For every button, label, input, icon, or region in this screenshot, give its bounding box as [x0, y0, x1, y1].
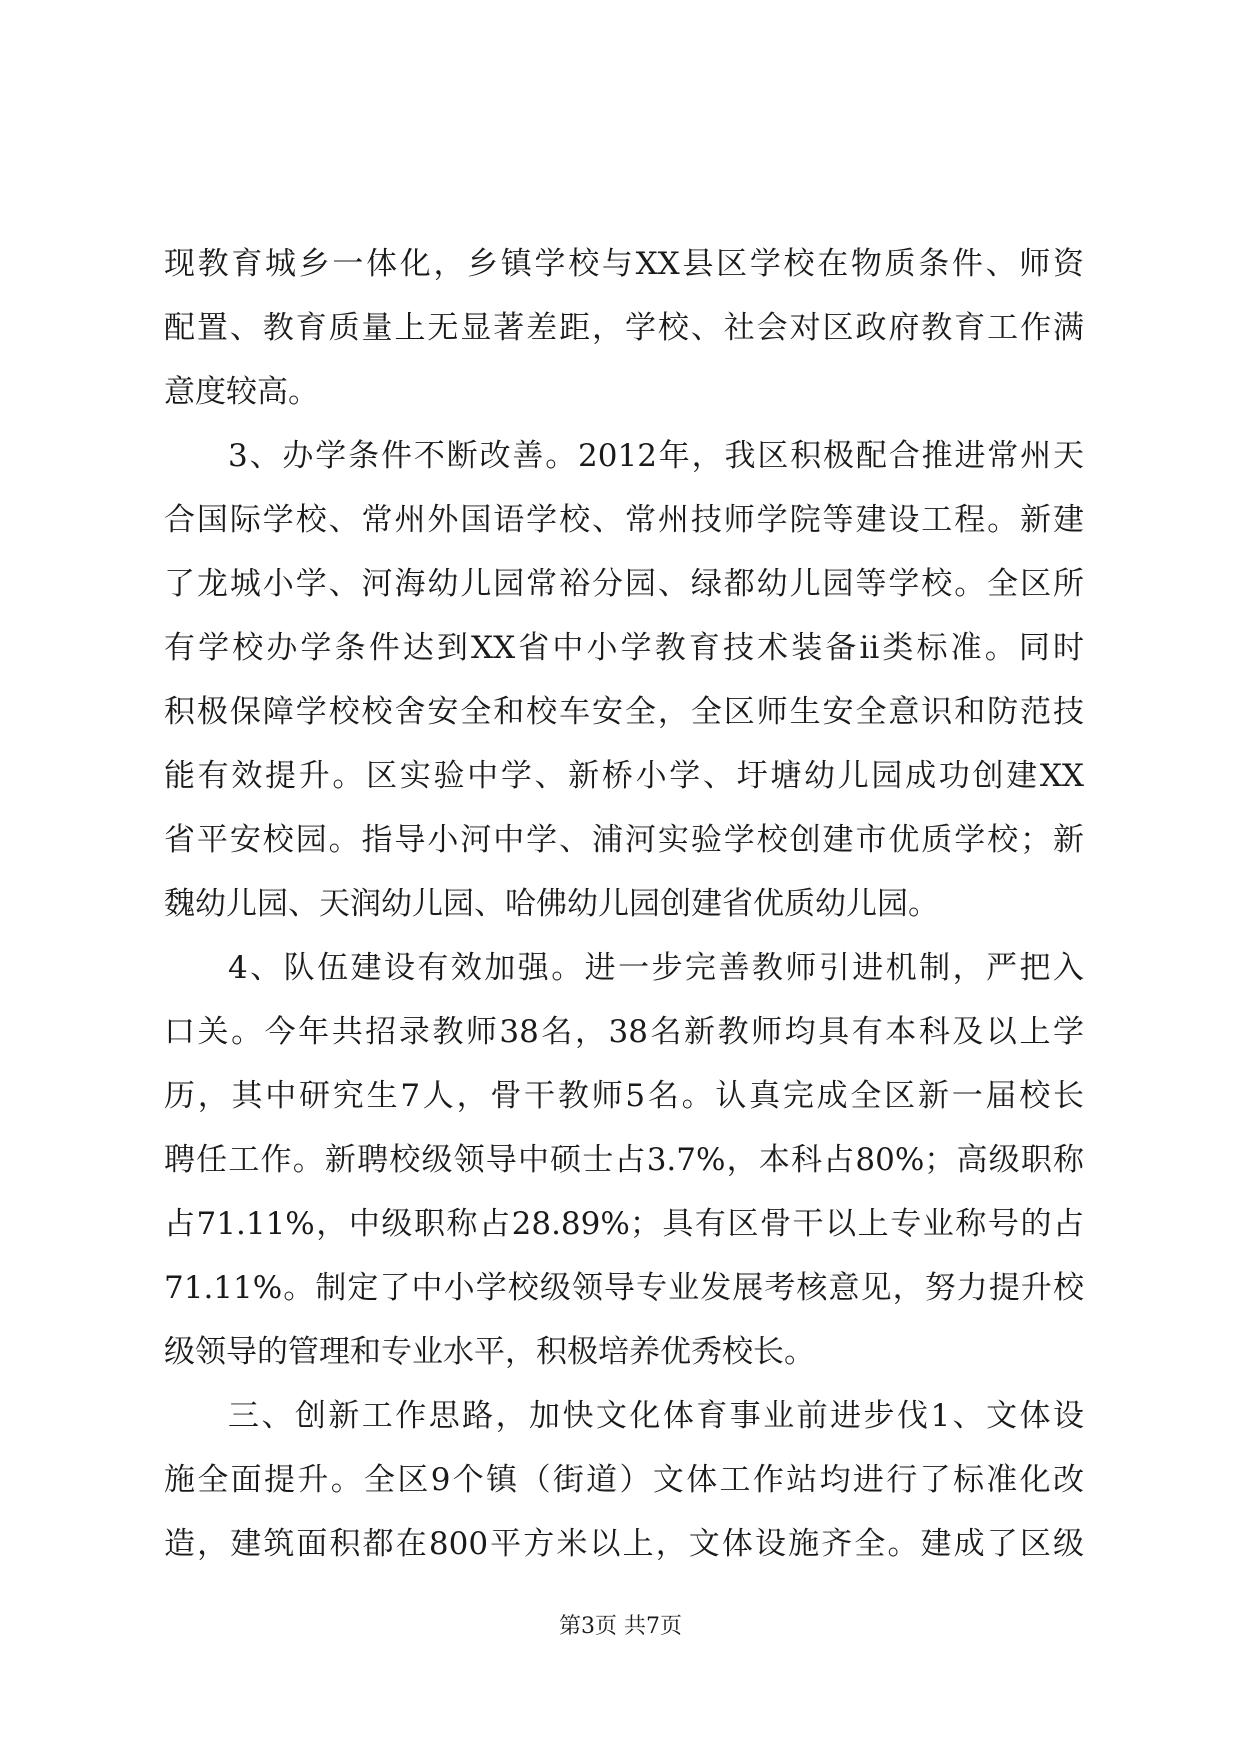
- text-line: 历，其中研究生7人，骨干教师5名。认真完成全区新一届校长: [164, 1078, 1084, 1114]
- paragraph-start-line: 4、队伍建设有效加强。进一步完善教师引进机制，严把入: [228, 950, 1084, 986]
- text-line: 能有效提升。区实验中学、新桥小学、圩塘幼儿园成功创建XX: [164, 758, 1084, 794]
- text-line: 魏幼儿园、天润幼儿园、哈佛幼儿园创建省优质幼儿园。: [164, 886, 939, 922]
- paragraph-start-line: 三、创新工作思路，加快文化体育事业前进步伐1、文体设: [228, 1398, 1084, 1434]
- paragraph-start-line: 3、办学条件不断改善。2012年，我区积极配合推进常州天: [228, 438, 1084, 474]
- text-line: 积极保障学校校舍安全和校车安全，全区师生安全意识和防范技: [164, 694, 1084, 730]
- text-line: 造，建筑面积都在800平方米以上，文体设施齐全。建成了区级: [164, 1526, 1084, 1562]
- document-body: [164, 232, 1084, 1576]
- text-line: 意度较高。: [164, 374, 319, 410]
- text-line: 了龙城小学、河海幼儿园常裕分园、绿都幼儿园等学校。全区所: [164, 566, 1084, 602]
- text-line: 口关。今年共招录教师38名，38名新教师均具有本科及以上学: [164, 1014, 1084, 1050]
- text-line: 有学校办学条件达到XX省中小学教育技术装备ii类标准。同时: [164, 630, 1084, 666]
- text-line: 71.11%。制定了中小学校级领导专业发展考核意见，努力提升校: [164, 1270, 1084, 1306]
- text-line: 合国际学校、常州外国语学校、常州技师学院等建设工程。新建: [164, 502, 1084, 538]
- text-line: 占71.11%，中级职称占28.89%；具有区骨干以上专业称号的占: [164, 1206, 1084, 1242]
- text-line: 配置、教育质量上无显著差距，学校、社会对区政府教育工作满: [164, 310, 1084, 346]
- text-line: 施全面提升。全区9个镇（街道）文体工作站均进行了标准化改: [164, 1462, 1084, 1498]
- text-line: 现教育城乡一体化，乡镇学校与XX县区学校在物质条件、师资: [164, 246, 1084, 282]
- text-line: 省平安校园。指导小河中学、浦河实验学校创建市优质学校；新: [164, 822, 1084, 858]
- text-line: 聘任工作。新聘校级领导中硕士占3.7%，本科占80%；高级职称: [164, 1142, 1084, 1178]
- text-line: 级领导的管理和专业水平，积极培养优秀校长。: [164, 1334, 815, 1370]
- page-number-footer: 第3页 共7页: [559, 1614, 682, 1639]
